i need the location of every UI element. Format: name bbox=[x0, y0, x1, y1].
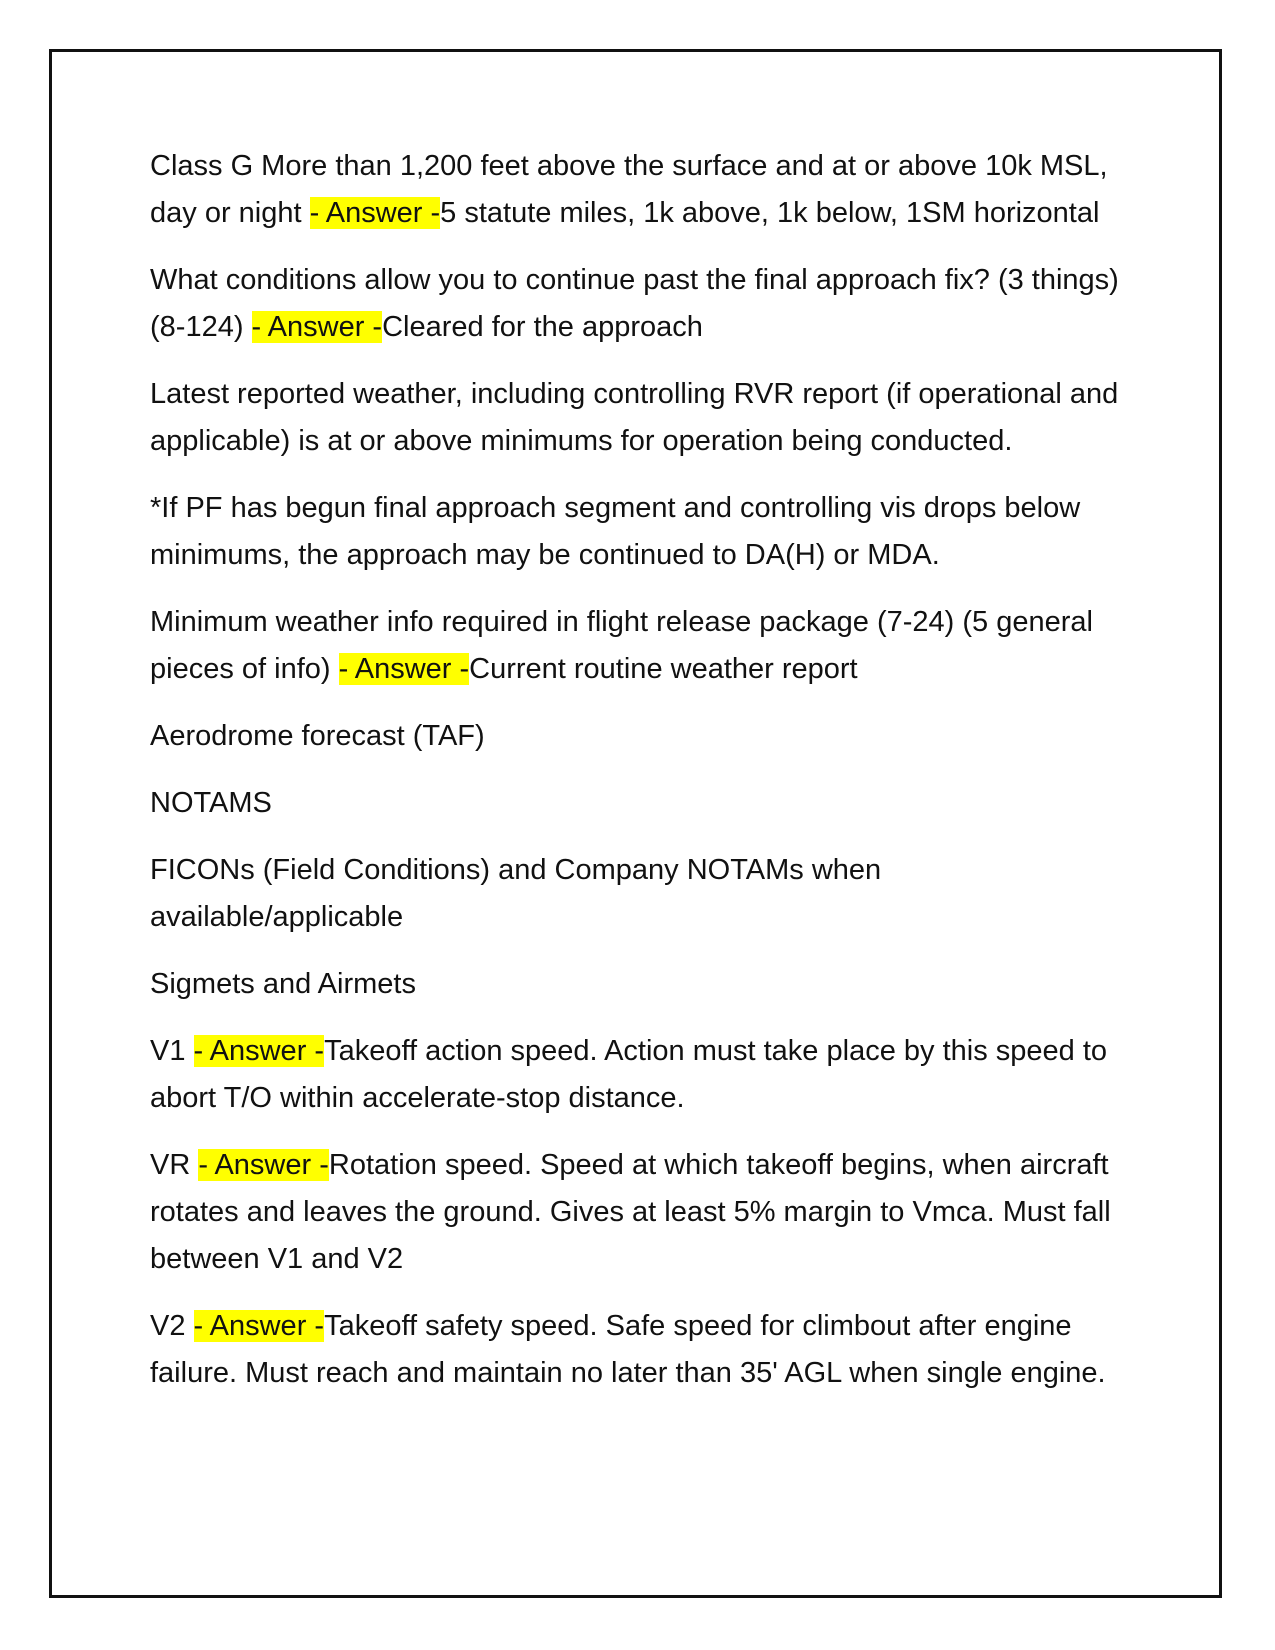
answer-continuation: NOTAMS bbox=[150, 787, 272, 819]
answer-text: Takeoff action speed. Action must take place by this speed to abort T/O within accelerate-stop distance. bbox=[150, 1035, 1108, 1114]
flashcard-v1 bbox=[150, 1028, 1140, 1122]
answer-marker: - Answer - bbox=[338, 653, 470, 685]
answer-text: Cleared for the approach bbox=[382, 311, 703, 343]
question-text: Minimum weather info required in flight release package (7-24) (5 general pieces of info) bbox=[150, 606, 1093, 685]
answer-continuation: FICONs (Field Conditions) and Company NOTAMs when available/applicable bbox=[150, 854, 882, 933]
answer-marker: - Answer - bbox=[198, 1149, 329, 1181]
answer-marker: - Answer - bbox=[251, 311, 383, 343]
answer-text: Current routine weather report bbox=[469, 653, 858, 685]
answer-text: 5 statute miles, 1k above, 1k below, 1SM horizontal bbox=[440, 197, 1100, 229]
answer-continuation: Sigmets and Airmets bbox=[150, 968, 416, 1000]
answer-text: Takeoff safety speed. Safe speed for climbout after engine failure. Must reach and maintain no later than 35' AGL when single engine. bbox=[150, 1310, 1106, 1389]
answer-marker: - Answer - bbox=[193, 1035, 325, 1067]
answer-continuation: Latest reported weather, including controlling RVR report (if operational and applicable) is at or above minimums for operation being conducted. bbox=[150, 378, 1119, 457]
flashcard-vr bbox=[150, 1142, 1140, 1283]
question-text: VR bbox=[150, 1149, 199, 1181]
flashcard-final-approach-fix bbox=[150, 257, 1140, 351]
answer-text: Rotation speed. Speed at which takeoff begins, when aircraft rotates and leaves the ground. Gives at least 5% margin to Vmca. Must fall between V1 and V2 bbox=[150, 1149, 1111, 1275]
answer-marker: - Answer - bbox=[193, 1310, 325, 1342]
flashcard-weather-info bbox=[150, 599, 1140, 693]
answer-continuation: *If PF has begun final approach segment and controlling vis drops below minimums, the approach may be continued to DA(H) or MDA. bbox=[150, 492, 1081, 571]
flashcard-class-g bbox=[150, 143, 1140, 237]
question-text: Class G More than 1,200 feet above the surface and at or above 10k MSL, day or night bbox=[150, 150, 1108, 229]
answer-continuation: Aerodrome forecast (TAF) bbox=[150, 720, 485, 752]
question-text: What conditions allow you to continue past the final approach fix? (3 things) (8-124) bbox=[150, 264, 1119, 343]
question-text: V2 bbox=[150, 1310, 194, 1342]
question-text: V1 bbox=[150, 1035, 194, 1067]
document-body bbox=[150, 143, 1140, 1417]
flashcard-v2 bbox=[150, 1303, 1140, 1397]
answer-marker: - Answer - bbox=[309, 197, 441, 229]
